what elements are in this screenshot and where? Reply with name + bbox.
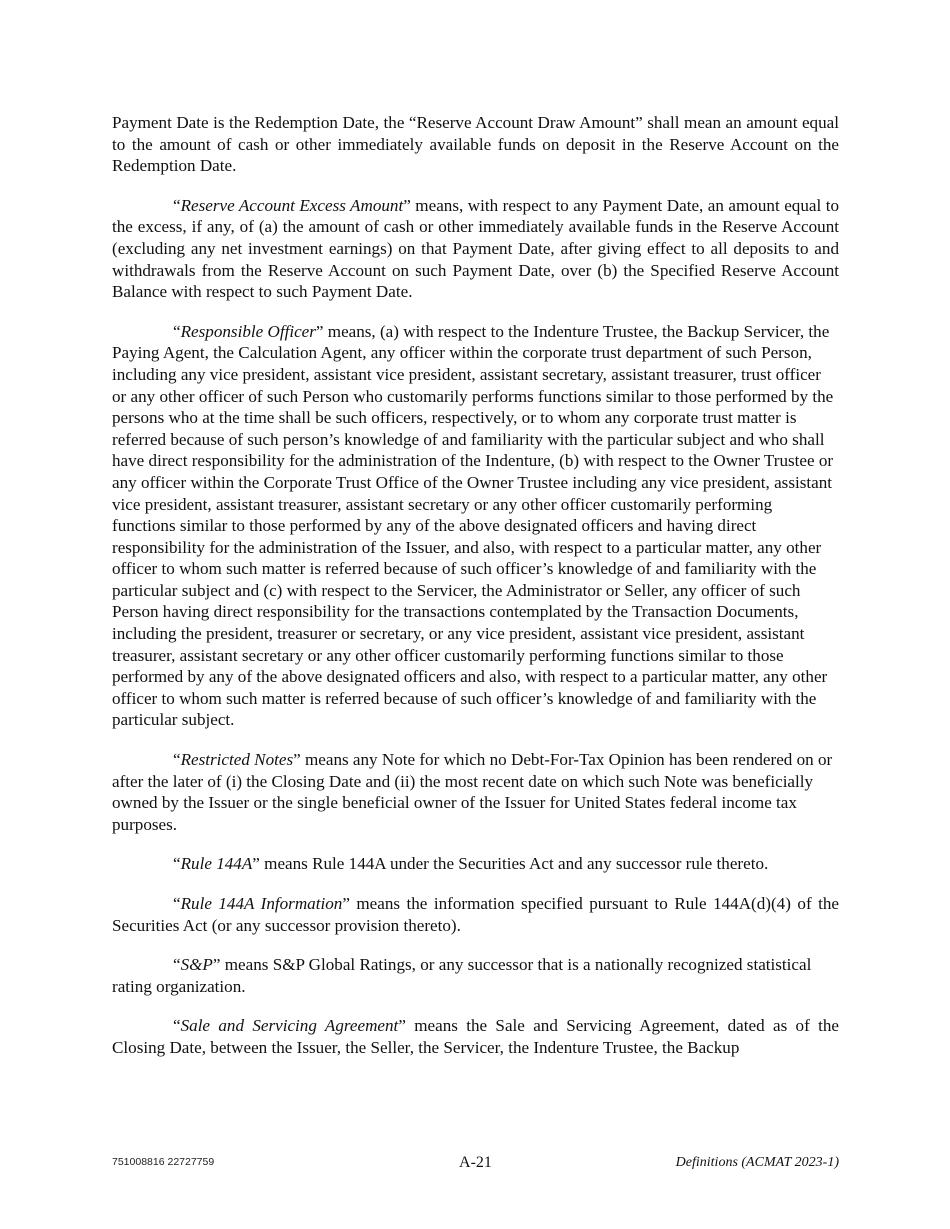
definition-responsible-officer xyxy=(112,321,839,731)
defined-term: Reserve Account Excess Amount xyxy=(180,195,404,215)
open-quote: “ xyxy=(173,854,181,874)
open-quote: “ xyxy=(173,955,181,975)
open-quote: “ xyxy=(173,321,181,341)
defined-term: Rule 144A xyxy=(180,854,253,874)
definition-restricted-notes xyxy=(112,749,839,835)
document-body xyxy=(112,112,839,1077)
definition-text: ” means Rule 144A under the Securities Act and any successor rule thereto. xyxy=(252,854,769,874)
open-quote: “ xyxy=(173,894,181,913)
paragraph-continuation xyxy=(112,112,839,177)
defined-term: S&P xyxy=(180,955,213,975)
definition-text: ” means, (a) with respect to the Indenture Trustee, the Backup Servicer, the Paying Agent, the Calculation Agent, any officer within the corporate trust department of such Person, including any vice president, assistant vice president, assistant secretary, assistant treasurer, trust officer or any other officer of such Person who customarily performs functions similar to those performed by the persons who at the time shall be such officers, respectively, or to whom any corporate trust matter is referred because of such person’s knowledge of and familiarity with the particular subject and who shall have direct responsibility for the administration of the Indenture, (b) with respect to the Owner Trustee or any officer within the Corporate Trust Office of the Owner Trustee including any vice president, assistant vice president, assistant treasurer, assistant secretary or any other officer customarily performing functions similar to those performed by any of the above designated officers and having direct responsibility for the administration of the Issuer, and also, with respect to a particular matter, any other officer to whom such matter is referred because of such officer’s knowledge of and familiarity with the particular subject and (c) with respect to the Servicer, the Administrator or Seller, any officer of such Person having direct responsibility for the transactions contemplated by the Transaction Documents, including the president, treasurer or secretary, or any vice president, assistant vice president, assistant treasurer, assistant secretary or any other officer customarily performing functions similar to those performed by any of the above designated officers and also, with respect to a particular matter, any other officer to whom such matter is referred because of such officer’s knowledge of and familiarity with the particular subject. xyxy=(112,321,834,730)
definition-text: ” means any Note for which no Debt-For-Tax Opinion has been rendered on or after the later of (i) the Closing Date and (ii) the most recent date on which such Note was beneficially owned by the Issuer or the single beneficial owner of the Issuer for United States federal income tax purposes. xyxy=(112,750,833,834)
page-footer xyxy=(112,1154,839,1174)
definition-text: ” means, with respect to any Payment Date, an amount equal to the excess, if any, of (a) the amount of cash or other immediately available funds in the Reserve Account (excluding any net investment earnings) on that Payment Date, after giving effect to all deposits to and withdrawals from the Reserve Account on such Payment Date, over (b) the Specified Reserve Account Balance with respect to such Payment Date. xyxy=(112,195,839,302)
definition-text: ” means the information specified pursuant to Rule 144A(d)(4) of the Securities Act (or any successor provision thereto). xyxy=(112,894,839,935)
paragraph-text: Payment Date is the Redemption Date, the “Reserve Account Draw Amount” shall mean an amount equal to the amount of cash or other immediately available funds on deposit in the Reserve Account on the Redemption Date. xyxy=(112,113,839,176)
defined-term: Rule 144A Information xyxy=(180,894,343,913)
page-number: A-21 xyxy=(459,1154,492,1171)
definition-reserve-account-excess-amount xyxy=(112,195,839,303)
defined-term: Restricted Notes xyxy=(180,750,294,770)
open-quote: “ xyxy=(173,1016,181,1036)
definition-rule-144a xyxy=(112,853,839,875)
document-id: 751008816 22727759 xyxy=(112,1156,215,1168)
open-quote: “ xyxy=(173,750,181,770)
definition-text: ” means the Sale and Servicing Agreement, dated as of the Closing Date, between the Issuer, the Seller, the Servicer, the Indenture Trustee, the Backup xyxy=(112,1016,839,1057)
definition-text: ” means S&P Global Ratings, or any successor that is a nationally recognized statistical rating organization. xyxy=(112,955,812,996)
definition-s-and-p xyxy=(112,954,839,997)
defined-term: Responsible Officer xyxy=(180,321,316,341)
definition-rule-144a-information xyxy=(112,893,839,936)
footer-title: Definitions (ACMAT 2023-1) xyxy=(675,1155,839,1170)
defined-term: Sale and Servicing Agreement xyxy=(180,1016,399,1036)
open-quote: “ xyxy=(173,195,181,215)
definition-sale-and-servicing-agreement xyxy=(112,1015,839,1058)
